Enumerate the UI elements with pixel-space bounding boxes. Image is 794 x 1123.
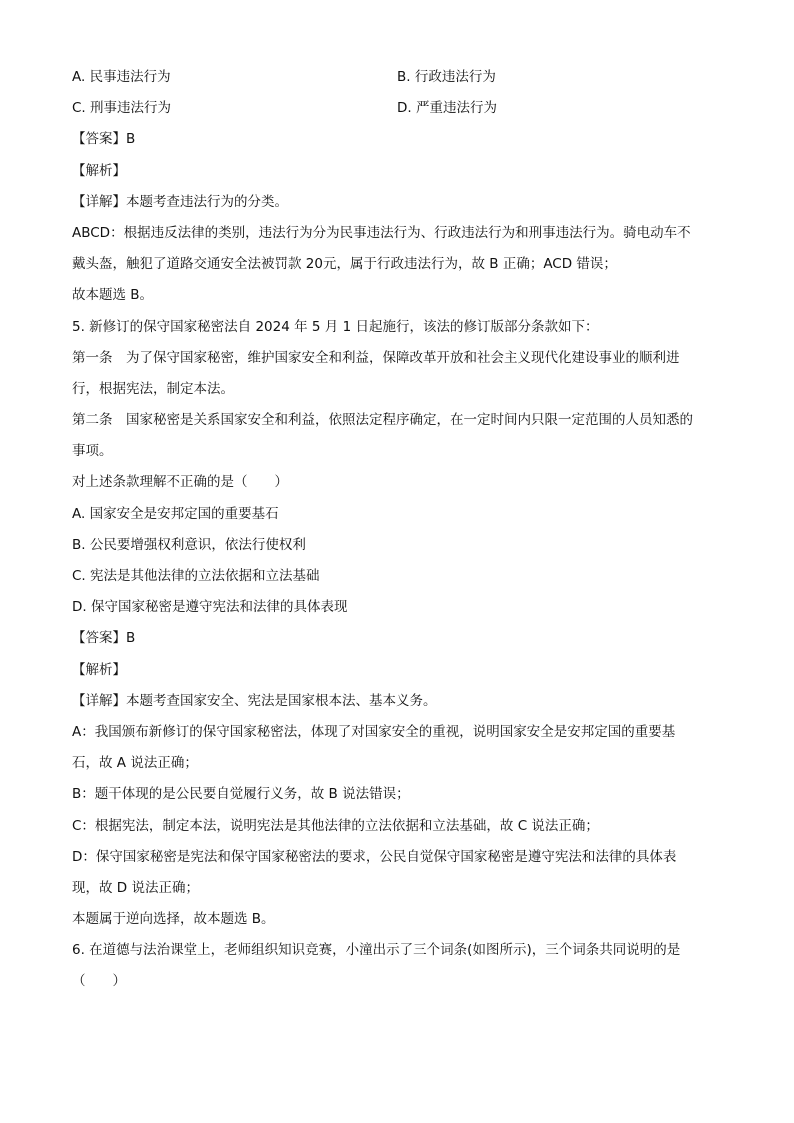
q4-explanation-line-2: 戴头盔，触犯了道路交通安全法被罚款 20元，属于行政违法行为，故 B 正确；ACD 错误； — [72, 256, 617, 273]
q4-options-row-2 — [72, 93, 732, 124]
q6-stem-line-2: （ ） — [72, 973, 126, 990]
q5-explanation-a-line-2: 石，故 A 说法正确； — [72, 755, 198, 772]
q4-explanation-line-1: ABCD：根据违反法律的类别，违法行为分为民事违法行为、行政违法行为和刑事违法行为。骑电动车不 — [72, 224, 691, 241]
q5-article2-line-1: 第二条 国家秘密是关系国家安全和利益，依照法定程序确定，在一定时间内只限一定范围的人员知悉的 — [72, 412, 693, 429]
q5-question: 对上述条款理解不正确的是（ ） — [72, 474, 288, 491]
q4-analysis-label: 【解析】 — [72, 162, 126, 179]
q4-conclusion: 故本题选 B。 — [72, 287, 154, 304]
q4-option-b: B. 行政违法行为 — [397, 69, 496, 85]
q5-explanation-d-line-1: D：保守国家秘密是宪法和保守国家秘密法的要求，公民自觉保守国家秘密是遵守宪法和法律的具体表 — [72, 848, 677, 865]
document-page — [72, 62, 732, 998]
q4-answer: 【答案】B — [72, 131, 136, 148]
q5-explanation-b: B：题干体现的是公民要自觉履行义务，故 B 说法错误； — [72, 786, 410, 803]
q5-analysis-label: 【解析】 — [72, 661, 126, 678]
q5-answer: 【答案】B — [72, 630, 136, 647]
q5-option-d: D. 保守国家秘密是遵守宪法和法律的具体表现 — [72, 599, 348, 616]
q5-stem: 5. 新修订的保守国家秘密法自 2024 年 5 月 1 日起施行，该法的修订版部分条款如下： — [72, 318, 599, 335]
q5-article1-line-1: 第一条 为了保守国家秘密，维护国家安全和利益，保障改革开放和社会主义现代化建设事业的顺利进 — [72, 349, 680, 366]
q6-stem-line-1: 6. 在道德与法治课堂上，老师组织知识竞赛，小潼出示了三个词条(如图所示)，三个词条共同说明的是 — [72, 942, 681, 959]
q4-option-c: C. 刑事违法行为 — [72, 100, 172, 117]
q4-detail: 【详解】本题考查违法行为的分类。 — [72, 193, 288, 210]
q5-option-a: A. 国家安全是安邦定国的重要基石 — [72, 505, 279, 522]
q5-option-b: B. 公民要增强权利意识，依法行使权利 — [72, 536, 306, 553]
q5-article1-line-2: 行，根据宪法，制定本法。 — [72, 380, 234, 397]
q5-explanation-d-line-2: 现，故 D 说法正确； — [72, 879, 199, 896]
q4-option-a: A. 民事违法行为 — [72, 69, 171, 85]
q4-option-d: D. 严重违法行为 — [397, 100, 497, 117]
q5-article2-line-2: 事项。 — [72, 443, 113, 460]
q5-explanation-a-line-1: A：我国颁布新修订的保守国家秘密法，体现了对国家安全的重视，说明国家安全是安邦定国的重要基 — [72, 723, 676, 740]
q5-option-c: C. 宪法是其他法律的立法依据和立法基础 — [72, 568, 320, 584]
q5-explanation-c: C：根据宪法，制定本法，说明宪法是其他法律的立法依据和立法基础，故 C 说法正确； — [72, 817, 599, 834]
q5-detail: 【详解】本题考查国家安全、宪法是国家根本法、基本义务。 — [72, 692, 437, 709]
q4-options-row-1 — [72, 62, 732, 93]
q5-conclusion: 本题属于逆向选择，故本题选 B。 — [72, 911, 275, 928]
